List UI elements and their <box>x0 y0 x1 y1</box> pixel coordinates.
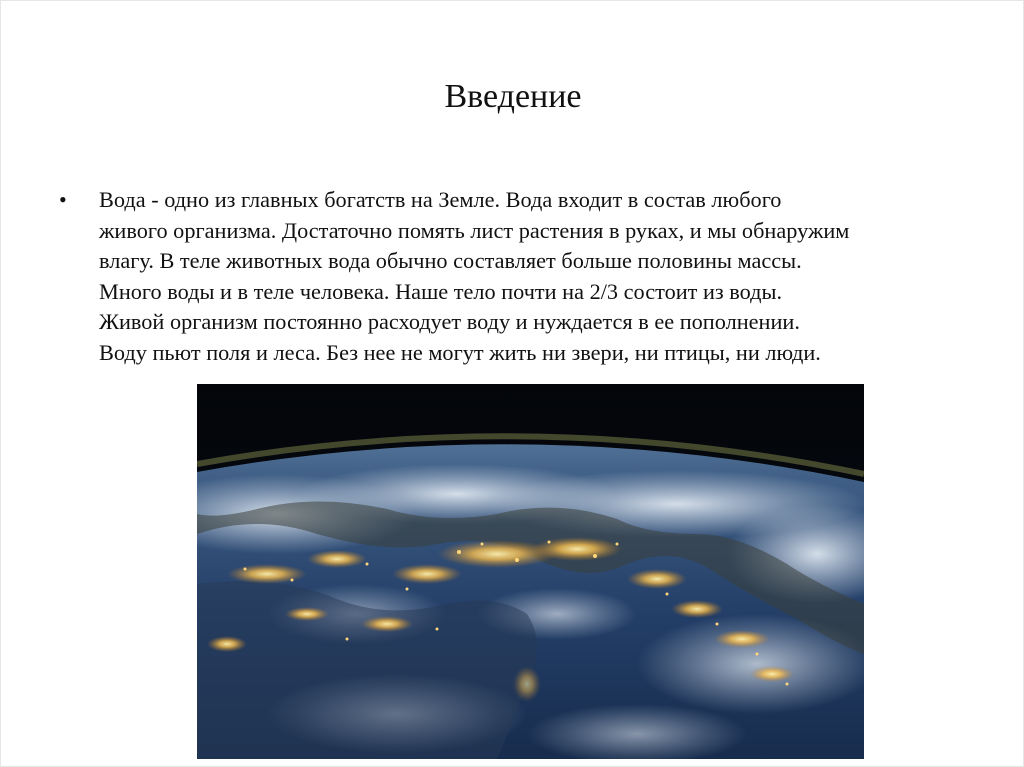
text-line: Живой организм постоянно расходует воду и нуждается в ее пополнении. <box>99 309 800 335</box>
slide-title: Введение <box>444 78 582 115</box>
bullet-text <box>99 185 979 369</box>
earth-night-image <box>197 384 864 759</box>
earth-photo <box>197 384 864 759</box>
text-line: Вода - одно из главных богатств на Земле. Вода входит в состав любого <box>99 187 782 212</box>
text-line: Много воды и в теле человека. Наше тело почти на 2/3 состоит из воды. <box>99 278 783 304</box>
bullet-icon: • <box>59 187 67 212</box>
text-line: влагу. В теле животных вода обычно составляет больше половины массы. <box>99 248 802 274</box>
text-line: живого организма. Достаточно помять лист растения в руках, и мы обнаружим <box>99 217 850 243</box>
bullet-item <box>59 185 979 369</box>
text-line: Воду пьют поля и леса. Без нее не могут жить ни звери, ни птицы, ни люди. <box>99 339 821 365</box>
